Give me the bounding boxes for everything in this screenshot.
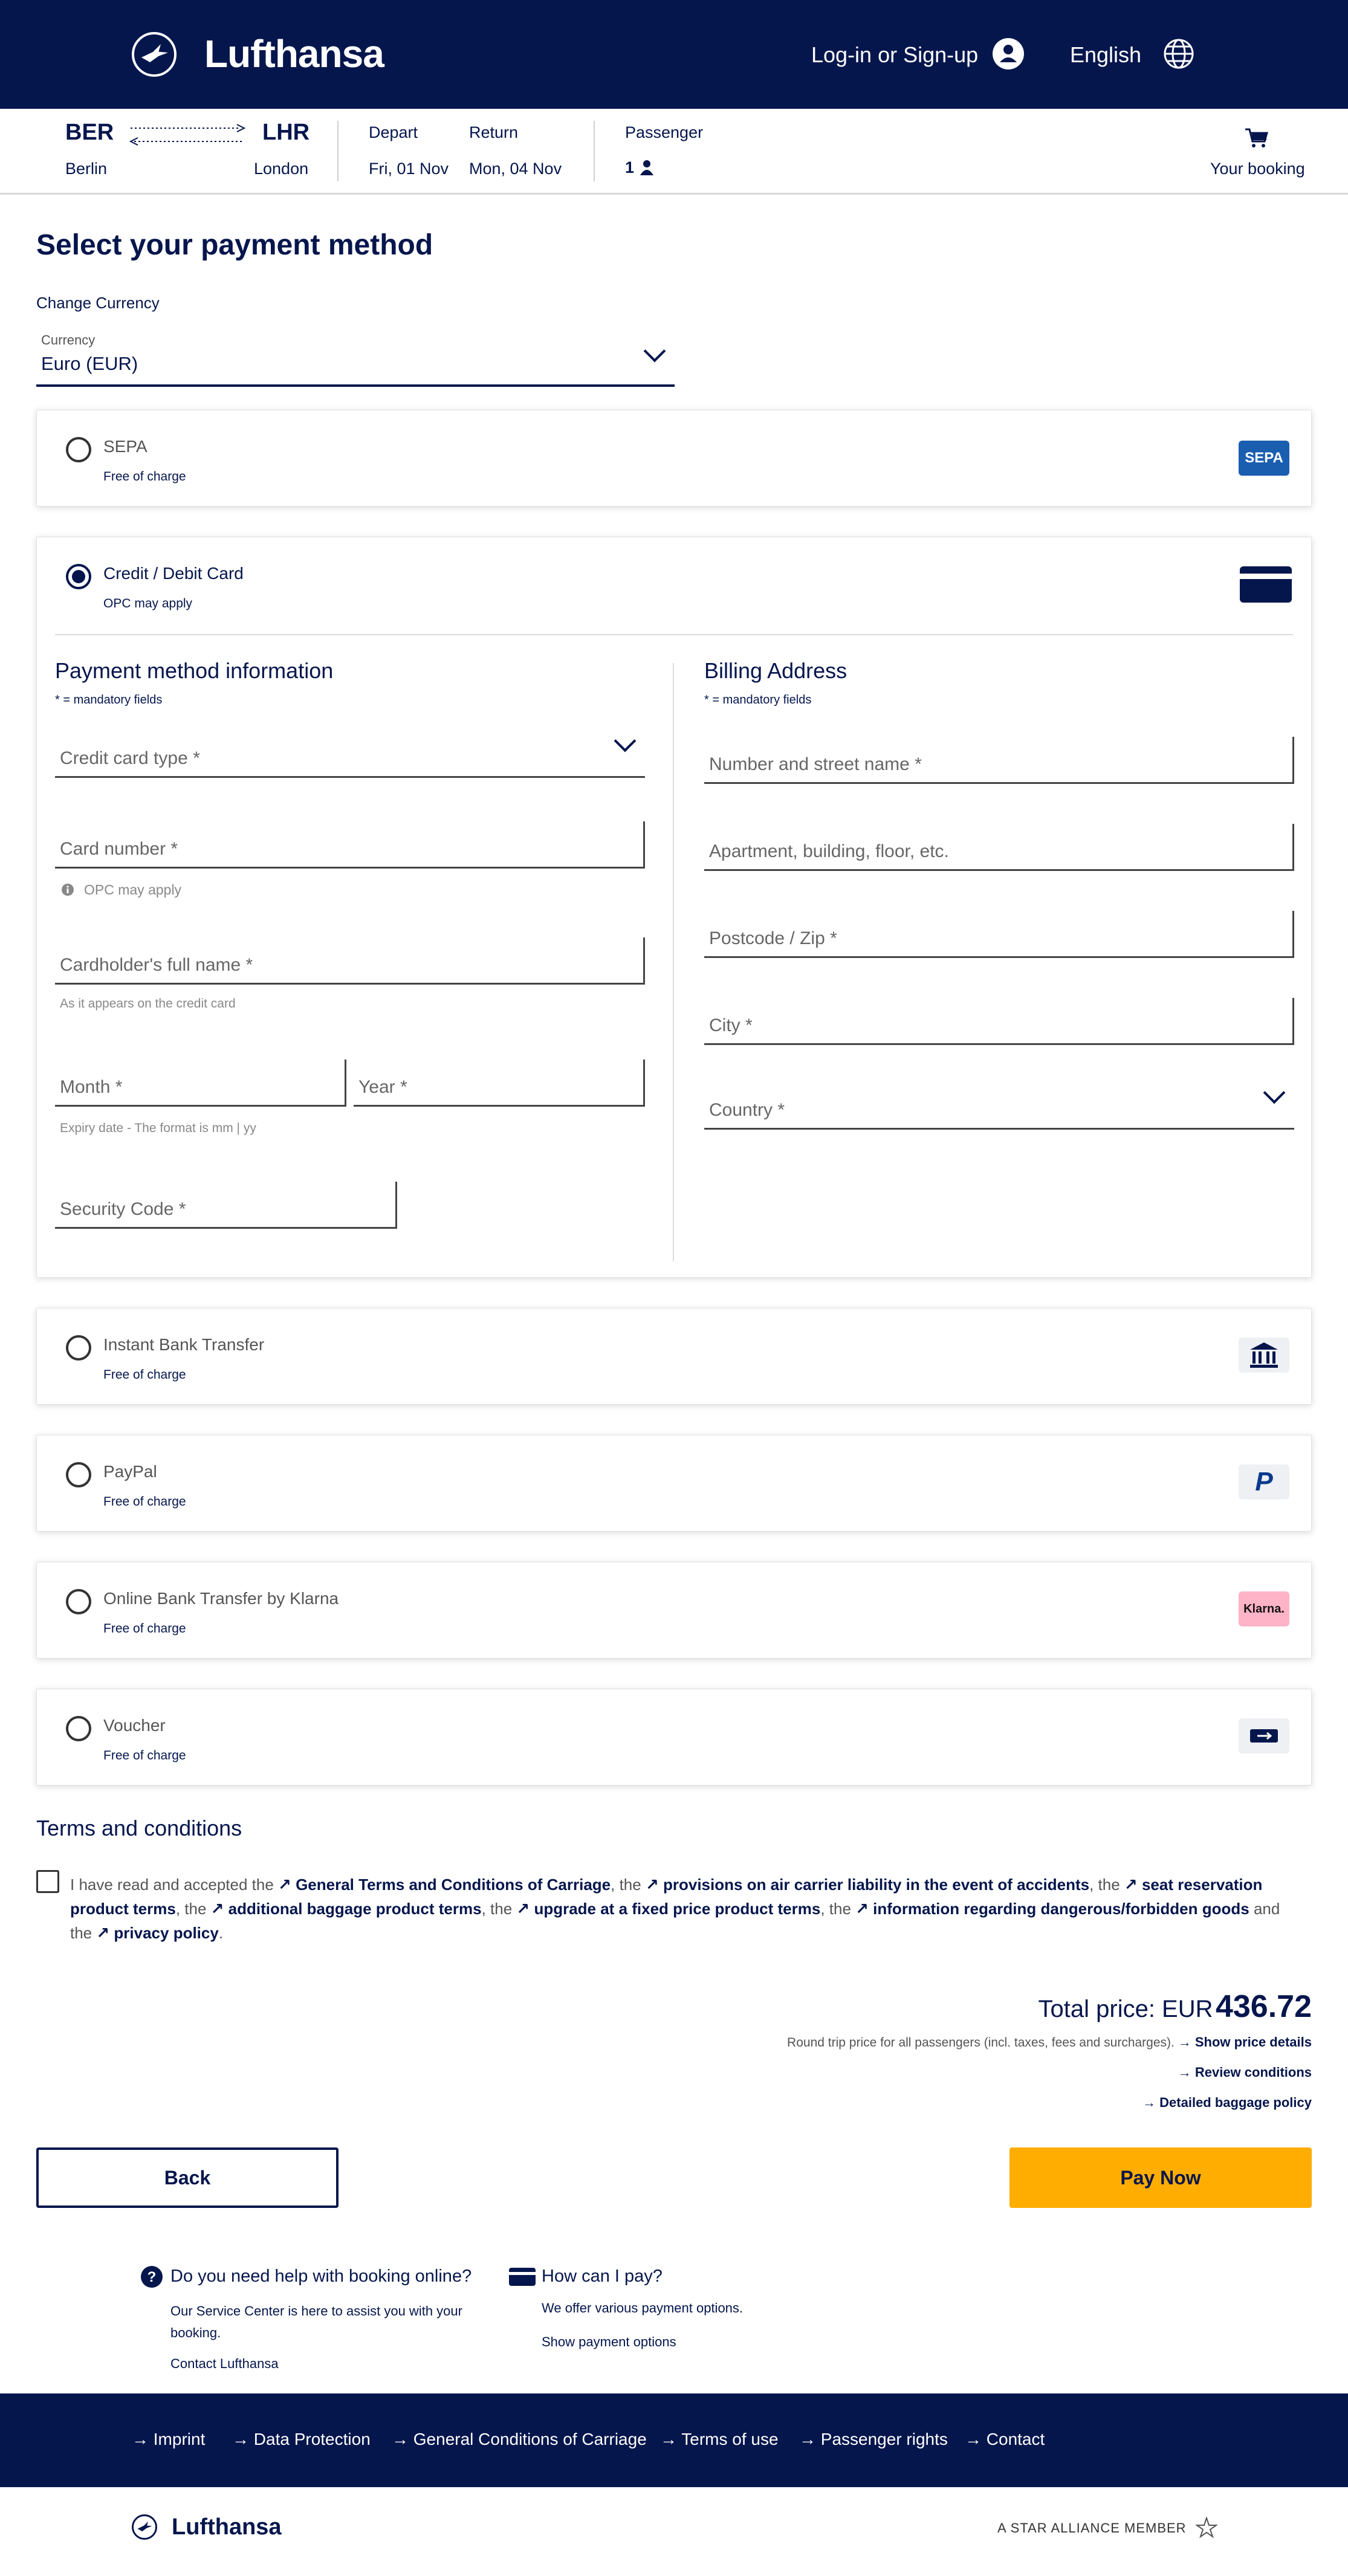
cart-icon[interactable] — [1244, 127, 1268, 149]
klarna-fee: Free of charge — [103, 1622, 186, 1636]
back-button[interactable]: Back — [36, 2147, 339, 2208]
star-alliance-label: A STAR ALLIANCE MEMBER — [997, 2520, 1187, 2536]
info-icon[interactable] — [61, 883, 74, 896]
terms-text-part: , the — [820, 1900, 851, 1918]
divider — [337, 121, 339, 181]
mandatory-note: * = mandatory fields — [55, 693, 163, 707]
card-fee: OPC may apply — [103, 597, 193, 610]
terms-checkbox[interactable] — [36, 1870, 59, 1893]
terms-text-part: , the — [175, 1900, 207, 1918]
klarna-radio[interactable] — [66, 1589, 91, 1614]
terms-of-use-link[interactable]: Terms of use — [681, 2430, 779, 2448]
passenger-count: 1 — [625, 158, 635, 176]
pay-question: How can I pay? — [542, 2267, 663, 2286]
chevron-down-icon — [614, 730, 637, 752]
klarna-logo: Klarna. — [1239, 1591, 1289, 1626]
baggage-row: → Detailed baggage policy — [1142, 2095, 1312, 2110]
origin-code: BER — [65, 120, 114, 145]
user-icon[interactable] — [993, 38, 1024, 70]
terms-text-part: and the — [70, 1900, 1280, 1942]
login-link[interactable]: Log-in or Sign-up — [811, 42, 979, 67]
passenger-icon — [640, 160, 654, 175]
payment-method-paypal[interactable] — [36, 1435, 1312, 1532]
voucher-icon — [1239, 1718, 1289, 1753]
show-price-details-link[interactable]: Show price details — [1194, 2034, 1312, 2050]
terms-text: I have read and accepted the ↗ General Terms and Conditions of Carriage, the ↗ provisions on air carrier liability in the event of accidents, the ↗ seat reservation product terms, the ↗ additional baggage product terms, the ↗ upgrade at a fixed price product terms, the ↗ information regarding dangerous/forbidden goods and the ↗ privacy policy. — [70, 1875, 1280, 1942]
show-payment-options-link[interactable]: Show payment options — [542, 2334, 676, 2349]
page-title: Select your payment method — [36, 229, 433, 261]
currency-select[interactable] — [36, 326, 675, 387]
baggage-policy-link[interactable]: Detailed baggage policy — [1159, 2095, 1312, 2110]
imprint-link[interactable]: Imprint — [153, 2430, 206, 2448]
currency-label: Currency — [41, 332, 96, 348]
svg-text:?: ? — [147, 2269, 157, 2285]
credit-card-icon — [1240, 566, 1292, 603]
street-placeholder: Number and street name * — [709, 754, 922, 774]
total-price-label: Total price: EUR — [1038, 1996, 1213, 2022]
passenger-label: Passenger — [625, 123, 704, 141]
route-arrows-icon — [128, 120, 247, 150]
payment-method-voucher[interactable] — [36, 1689, 1312, 1785]
security-code-placeholder: Security Code * — [60, 1199, 186, 1219]
depart-date: Fri, 01 Nov — [369, 160, 449, 178]
instant-bank-radio[interactable] — [66, 1335, 91, 1361]
postcode-input[interactable] — [704, 911, 1294, 958]
divider — [594, 121, 595, 181]
city-placeholder: City * — [709, 1015, 753, 1035]
instant-bank-label: Instant Bank Transfer — [103, 1335, 265, 1354]
star-alliance-icon — [1196, 2517, 1217, 2539]
total-price — [1039, 1989, 1312, 2025]
instant-bank-fee: Free of charge — [103, 1368, 186, 1382]
brand-wordmark[interactable]: Lufthansa — [204, 32, 384, 76]
total-price-amount: 436.72 — [1215, 1989, 1312, 2024]
cardholder-input[interactable] — [55, 937, 645, 985]
your-booking-link[interactable]: Your booking — [1210, 160, 1305, 178]
street-input[interactable] — [704, 737, 1294, 784]
voucher-label: Voucher — [103, 1716, 166, 1735]
card-type-select[interactable] — [55, 725, 645, 778]
return-date: Mon, 04 Nov — [469, 160, 562, 178]
year-placeholder: Year * — [358, 1077, 407, 1097]
review-conditions-link[interactable]: Review conditions — [1194, 2065, 1312, 2080]
payment-method-klarna[interactable] — [36, 1562, 1312, 1659]
chevron-down-icon — [1263, 1082, 1286, 1104]
chevron-down-icon — [644, 340, 666, 363]
sepa-label: SEPA — [103, 437, 147, 456]
top-header — [0, 0, 1348, 109]
terms-text-part: , the — [1089, 1875, 1120, 1894]
expiry-hint: Expiry date - The format is mm | yy — [60, 1121, 256, 1135]
paypal-radio[interactable] — [66, 1462, 91, 1487]
paypal-fee: Free of charge — [103, 1495, 186, 1509]
mandatory-note: * = mandatory fields — [704, 693, 812, 707]
country-placeholder: Country * — [709, 1100, 785, 1120]
paypal-logo: P — [1239, 1464, 1289, 1500]
payment-method-instant-bank[interactable] — [36, 1308, 1312, 1405]
voucher-radio[interactable] — [66, 1716, 91, 1741]
cardholder-hint: As it appears on the credit card — [60, 997, 236, 1011]
apartment-placeholder: Apartment, building, floor, etc. — [709, 841, 949, 861]
terms-text-part: I have read and accepted the — [70, 1875, 274, 1894]
payment-card-icon — [509, 2268, 536, 2286]
postcode-placeholder: Postcode / Zip * — [709, 928, 837, 948]
conditions-of-carriage-link[interactable]: General Conditions of Carriage — [413, 2430, 647, 2448]
help-icon — [140, 2265, 163, 2288]
review-row: → Review conditions — [1178, 2065, 1312, 2080]
contact-lufthansa-link[interactable]: Contact Lufthansa — [170, 2356, 279, 2371]
cardholder-placeholder: Cardholder's full name * — [60, 955, 253, 975]
globe-icon[interactable] — [1162, 37, 1195, 70]
destination-city: London — [254, 160, 309, 178]
language-selector[interactable]: English — [1070, 42, 1142, 67]
change-currency-label: Change Currency — [36, 294, 160, 312]
card-number-placeholder: Card number * — [60, 839, 178, 859]
sepa-radio[interactable] — [66, 437, 91, 462]
voucher-fee: Free of charge — [103, 1749, 186, 1762]
divider — [673, 663, 674, 1261]
footer-brand[interactable]: Lufthansa — [172, 2514, 282, 2540]
pay-text: We offer various payment options. — [542, 2300, 744, 2315]
card-radio[interactable] — [66, 564, 91, 589]
payment-method-sepa[interactable] — [36, 410, 1312, 506]
passenger-rights-link[interactable]: Passenger rights — [820, 2430, 948, 2448]
destination-code: LHR — [262, 120, 310, 145]
opc-note: OPC may apply — [84, 882, 182, 898]
contact-link[interactable]: Contact — [986, 2430, 1045, 2448]
payment-info-heading: Payment method information — [55, 658, 334, 683]
divider — [55, 634, 1293, 635]
dangerous-goods-link[interactable]: information regarding dangerous/forbidden goods — [873, 1900, 1249, 1918]
country-select[interactable] — [704, 1076, 1294, 1130]
terms-text-part: . — [218, 1924, 224, 1942]
price-note: Round trip price for all passengers (incl. taxes, fees and surcharges). — [787, 2036, 1175, 2050]
expiry-year-input[interactable] — [354, 1060, 645, 1107]
city-input[interactable] — [704, 998, 1294, 1045]
sepa-fee: Free of charge — [103, 470, 186, 484]
expiry-month-input[interactable] — [55, 1060, 346, 1107]
baggage-terms-link[interactable]: additional baggage product terms — [228, 1900, 482, 1918]
depart-label: Depart — [369, 123, 418, 141]
seat-reservation-terms-link[interactable]: seat reservation product terms — [70, 1875, 1263, 1918]
help-question: Do you need help with booking online? — [170, 2267, 472, 2286]
klarna-label: Online Bank Transfer by Klarna — [103, 1589, 339, 1608]
card-number-input[interactable] — [55, 821, 645, 869]
paypal-label: PayPal — [103, 1462, 157, 1481]
sepa-logo: SEPA — [1239, 441, 1289, 476]
price-note-row: Round trip price for all passengers (incl. taxes, fees and surcharges). → Show price details — [787, 2034, 1312, 2050]
apartment-input[interactable] — [704, 824, 1294, 871]
billing-heading: Billing Address — [704, 658, 847, 683]
return-label: Return — [469, 123, 519, 141]
help-text: Our Service Center is here to assist you with your booking. — [170, 2303, 462, 2340]
payment-method-card[interactable] — [36, 537, 1312, 1278]
terms-text-part: , the — [481, 1900, 513, 1918]
crane-logo-icon[interactable] — [132, 32, 177, 77]
currency-value: Euro (EUR) — [41, 353, 138, 374]
liability-provisions-link[interactable]: provisions on air carrier liability in the event of accidents — [663, 1875, 1090, 1894]
bank-icon — [1239, 1338, 1289, 1373]
security-code-input[interactable] — [55, 1182, 397, 1229]
general-terms-link[interactable]: General Terms and Conditions of Carriage — [296, 1875, 611, 1894]
privacy-policy-link[interactable]: privacy policy — [114, 1924, 219, 1942]
terms-text-part: , the — [611, 1875, 641, 1894]
footer-nav: → Imprint → Data Protection → General Conditions of Carriage → Terms of use → Passenger rights → Contact — [0, 2393, 1348, 2487]
month-placeholder: Month * — [60, 1077, 123, 1097]
card-type-placeholder: Credit card type * — [60, 748, 200, 768]
upgrade-terms-link[interactable]: upgrade at a fixed price product terms — [534, 1900, 821, 1918]
flight-summary-bar — [0, 109, 1348, 195]
origin-city: Berlin — [65, 160, 108, 178]
card-label: Credit / Debit Card — [103, 564, 244, 583]
data-protection-link[interactable]: Data Protection — [253, 2430, 371, 2448]
terms-heading: Terms and conditions — [36, 1816, 242, 1840]
crane-logo-icon[interactable] — [132, 2514, 157, 2540]
pay-now-button[interactable]: Pay Now — [1009, 2147, 1312, 2208]
